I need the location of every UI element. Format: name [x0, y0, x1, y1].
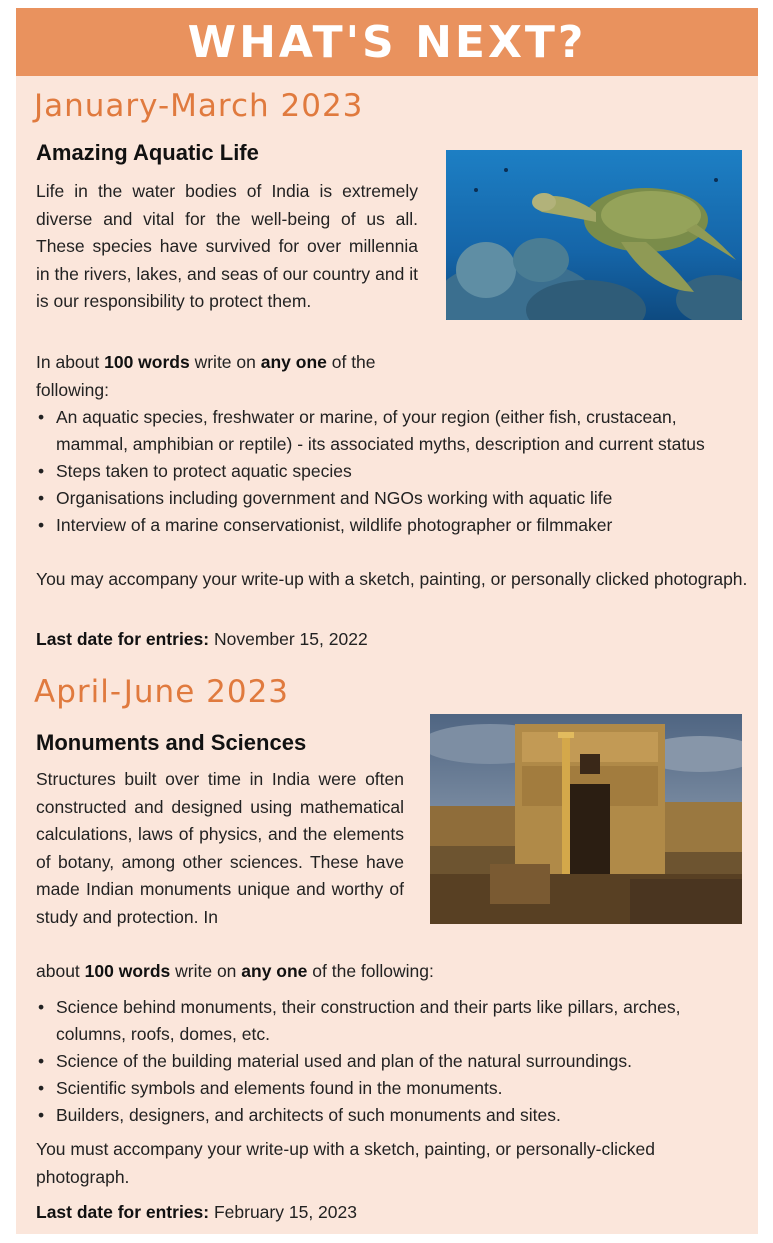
deadline-value: November 15, 2022	[209, 629, 368, 649]
section2-bullet-list	[36, 994, 748, 1129]
section2-topic: Monuments and Sciences	[36, 730, 307, 755]
section1-bullet-list	[36, 404, 748, 539]
temple-monument-photo	[430, 714, 742, 924]
list-item: • Scientific symbols and elements found in the monuments.	[36, 1075, 748, 1102]
list-item: • Steps taken to protect aquatic species	[36, 458, 748, 485]
list-item: • Builders, designers, and architects of such monuments and sites.	[36, 1102, 748, 1129]
section2-prompt	[36, 958, 748, 986]
section1-period: January-March 2023	[34, 88, 364, 124]
prompt-any-one: any one	[241, 961, 308, 981]
section1-deadline	[36, 629, 368, 650]
section2-deadline	[36, 1202, 357, 1223]
deadline-label: Last date for entries:	[36, 629, 210, 649]
list-item: • Organisations including government and NGOs working with aquatic life	[36, 485, 748, 512]
list-item: • An aquatic species, freshwater or marine, of your region (either fish, crustacean, mammal, amphibian or reptile) - its associated myths, description and current status	[36, 404, 748, 458]
section1-topic: Amazing Aquatic Life	[36, 140, 259, 165]
list-item: • Science behind monuments, their construction and their parts like pillars, arches, columns, roofs, domes, etc.	[36, 994, 748, 1048]
section1-intro: Life in the water bodies of India is extremely diverse and vital for the well-being of us all. These species have survived for over millennia in the rivers, lakes, and seas of our country and it is our responsibility to protect them.	[36, 181, 418, 311]
prompt-any-one: any one	[260, 352, 327, 372]
page-title: WHAT'S NEXT?	[187, 16, 587, 68]
section1-closing: You may accompany your write-up with a sketch, painting, or personally clicked photograph.	[36, 569, 748, 589]
prompt-text: of the following:	[307, 961, 434, 981]
sea-turtle-photo	[446, 150, 742, 320]
prompt-word-count: 100 words	[104, 352, 190, 372]
list-item: • Interview of a marine conservationist, wildlife photographer or filmmaker	[36, 512, 748, 539]
prompt-text: write on	[170, 961, 242, 981]
section2-intro: Structures built over time in India were often constructed and designed using mathematical calculations, laws of physics, and the elements of botany, among other sciences. These have made Indian monuments unique and worthy of study and protection. In	[36, 769, 404, 927]
prompt-text: about	[36, 961, 85, 981]
prompt-word-count: 100 words	[84, 961, 171, 981]
section1-prompt	[36, 349, 436, 404]
section2-closing: You must accompany your write-up with a sketch, painting, or personally-clicked photograph.	[36, 1139, 655, 1187]
page	[16, 8, 758, 1234]
prompt-text: of the following:	[36, 352, 376, 400]
list-item: • Science of the building material used and plan of the natural surroundings.	[36, 1048, 748, 1075]
prompt-text: write on	[189, 352, 261, 372]
deadline-value: February 15, 2023	[209, 1202, 357, 1222]
deadline-label: Last date for entries:	[36, 1202, 210, 1222]
prompt-text: In about	[36, 352, 105, 372]
section2-period: April-June 2023	[34, 674, 290, 710]
header-banner	[16, 8, 758, 76]
